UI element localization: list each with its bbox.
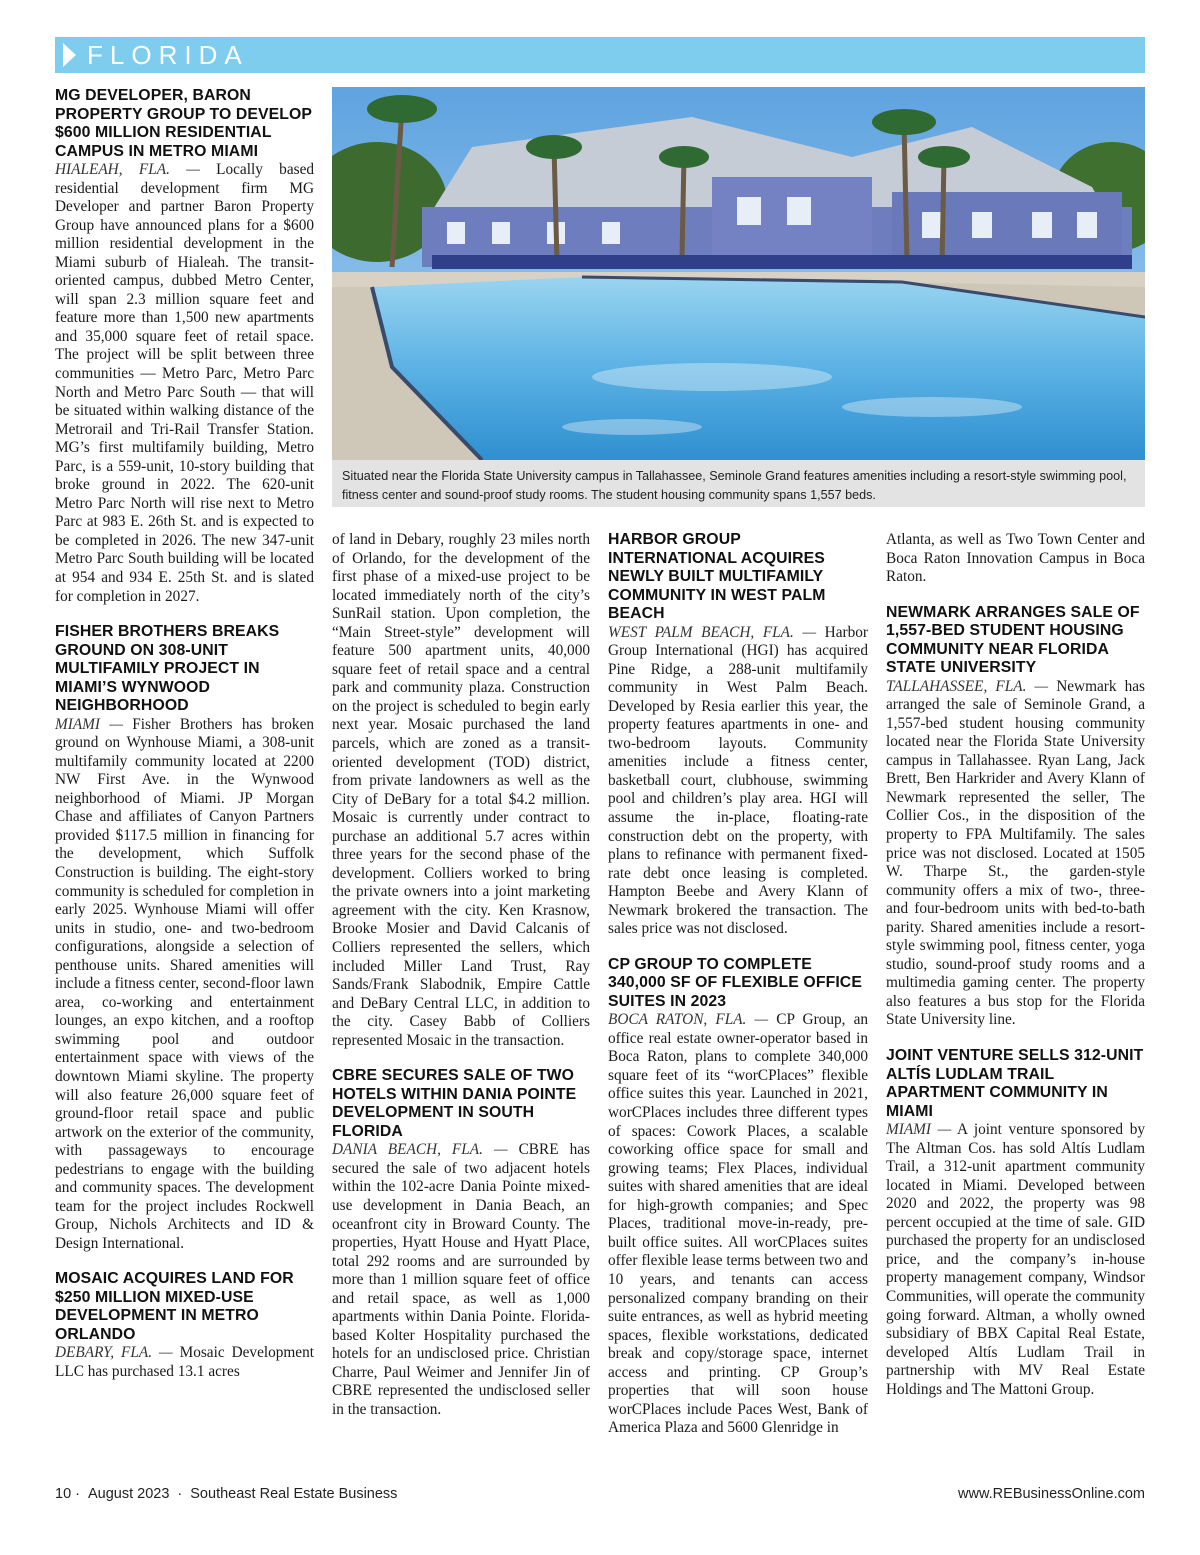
article-headline: CP GROUP TO COMPLETE 340,000 SF OF FLEXIBLE OFFICE SUITES IN 2023 [608,955,862,1010]
pool-photo [332,87,1145,460]
article-headline: FISHER BROTHERS BREAKS GROUND ON 308-UNIT MULTIFAMILY PROJECT IN MIAMI’S WYNWOOD NEIGHBORHOOD [55,623,280,715]
body-text: A joint venture sponsored by The Altman Cos. has sold Altís Ludlam Trail, a 312-unit apartment community located in Miami. Developed between 2020 and 2022, the property was 98 percent occupied at the time of sale. GID purchased the property for an undisclosed price, and the company’s in-house property management company, Windsor Communities, will operate the community going forward. Altman, a wholly owned subsidiary of BBX Capital Real Estate, developed Altís Ludlam Trail in partnership with MV Real Estate Holdings and The Mattoni Group. [886,1121,1145,1398]
page-footer-left: 10 · August 2023 · Southeast Real Estate Business [55,1486,398,1502]
body-text: Fisher Brothers has broken ground on Wynhouse Miami, a 308-unit multifamily community located at 2200 NW First Ave. in the Wynwood neighborhood of Miami. JP Morgan Chase and affiliates of Canyon Partners provided $117.5 million in financing for the development, which Suffolk Construction is building. The eight-story community is scheduled for completion in early 2025. Wynhouse Miami will offer units in studio, one- and two-bedroom configurations, alongside a selection of penthouse units. Shared amenities will include a fitness center, second-floor lawn area, co-working and entertainment lounges, an expo kitchen, and a rooftop swimming pool and outdoor entertainment space with views of the downtown Miami skyline. The property will also feature 26,000 square feet of ground-floor retail space and public artwork on the exterior of the community, with passageways to encourage pedestrians to engage with the building and community spaces. The development team for the project includes Rockwell Group, Nichols Architects and ID & Design International. [55,715,315,1252]
article-headline: CBRE SECURES SALE OF TWO HOTELS WITHIN DANIA POINTE DEVELOPMENT IN SOUTH FLORIDA [332,1067,577,1140]
article-body [332,1141,590,1419]
article-headline: JOINT VENTURE SELLS 312-UNIT ALTÍS LUDLAM TRAIL APARTMENT COMMUNITY IN MIAMI [886,1047,1144,1120]
website-link[interactable]: www.REBusinessOnline.com [958,1486,1145,1502]
issue-date: August 2023 [87,1486,170,1502]
article-headline: MG DEVELOPER, BARON PROPERTY GROUP TO DEVELOP $600 MILLION RESIDENTIAL CAMPUS IN METRO MIAMI [55,87,312,160]
dateline: TALLAHASSEE, FLA. — [886,677,1049,695]
article-headline: HARBOR GROUP INTERNATIONAL ACQUIRES NEWLY BUILT MULTIFAMILY COMMUNITY IN WEST PALM BEACH [608,531,826,622]
body-text: Harbor Group International (HGI) has acquired Pine Ridge, a 288-unit multifamily community in West Palm Beach. Developed by Resia earlier this year, the property features apartments in one- and two-bedroom layouts. Community amenities include a fitness center, basketball court, clubhouse, swimming pool and children’s play area. HGI will assume the in-place, floating-rate construction debt on the property, with plans to refinance with permanent fixed-rate debt once leasing is completed. Hampton Beebe and Avery Klann of Newmark brokered the transaction. The sales price was not disclosed. [608,623,868,938]
body-text: Locally based residential development firm MG Developer and partner Baron Property Group have announced plans for a $600 million residential development in the Miami suburb of Hialeah. The transit-oriented campus, dubbed Metro Center, will span 2.3 million square feet and feature more than 1,500 new apartments and 35,000 square feet of retail space. The project will be split between three communities — Metro Parc, Metro Parc North and Metro Parc South — that will be situated within walking distance of the Metrorail and Tri-Rail Transfer Station. MG’s first multifamily building, Metro Parc, is a 559-unit, 10-story building that broke ground in 2022. The 620-unit Metro Parc North will rise next to Metro Parc at 983 E. 26th St. and is expected to be completed in 2026. The new 347-unit Metro Parc South building will be located at 954 and 934 E. 25th St. and is slated for completion in 2027. [55,161,315,605]
column-2 [332,531,590,1420]
column-4 [886,531,1145,1399]
body-text: CP Group, an office real estate owner-operator based in Boca Raton, plans to complete 340,000 square feet of its “worCPlaces” flexible office suites this year. Launched in 2021, worCPlaces includes three different types of spaces: Cowork Places, a scalable coworking office space for small and growing teams; Flex Places, individual suites with shared amenities that are ideal for high-growth companies; and Spec Places, traditional move-in-ready, pre-built office suites. All worCPlaces suites offer flexible lease terms between two and 10 years, and tenants can access personalized company branding on their suite entrances, as well as hybrid meeting spaces, flexible workstations, dedicated break and copy/storage space, internet access and printing. CP Group’s properties that will soon house worCPlaces include Paces West, Bank of America Plaza and 5600 Glenridge in [608,1011,869,1437]
article-headline: NEWMARK ARRANGES SALE OF 1,557-BED STUDENT HOUSING COMMUNITY NEAR FLORIDA STATE UNIVERSITY [886,603,1140,677]
body-text: Newmark has arranged the sale of Seminole Grand, a 1,557-bed student housing community located near the Florida State University campus in Tallahassee. Ryan Lang, Jack Brett, Ben Harkrider and Avery Klann of Newmark represented the seller, The Collier Cos., in the disposition of the property to FPA Multifamily. The sales price was not disclosed. Located at 1505 W. Tharpe St., the garden-style community offers a mix of two-, three- and four-bedroom units with bed-to-bath parity. Shared amenities include a resort-style swimming pool, fitness center, yoga studio, sound-proof study rooms and a multimedia gaming center. The property also features a bus stop for the Florida State University line. [886,677,1146,1029]
article-body [886,678,1145,1030]
dateline: HIALEAH, FLA. — [55,161,200,178]
dateline: DANIA BEACH, FLA. — [332,1141,508,1159]
article-body [608,624,868,939]
article-body [608,1011,868,1438]
column-3 [608,531,868,1438]
article-headline: MOSAIC ACQUIRES LAND FOR $250 MILLION MIXED-USE DEVELOPMENT IN METRO ORLANDO [55,1270,294,1343]
dateline: BOCA RATON, FLA. — [608,1011,769,1029]
publication-name: Southeast Real Estate Business [190,1486,398,1502]
article-body-continued: Atlanta, as well as Two Town Center and Boca Raton Innovation Campus in Boca Raton. [886,531,1145,586]
section-label: FLORIDA [87,40,249,70]
dateline: MIAMI — [886,1121,952,1139]
triangle-arrow-icon [63,43,76,67]
photo-caption: Situated near the Florida State University campus in Tallahassee, Seminole Grand features amenities including a resort-style swimming pool, fitness center and sound-proof study rooms. The student housing community spans 1,557 beds. [332,460,1145,507]
article-body [55,161,314,606]
page-number: 10 [55,1486,72,1502]
column-1 [55,87,314,1382]
pool-illustration [332,87,1145,460]
dateline: MIAMI — [55,715,123,733]
dateline: WEST PALM BEACH, FLA. — [608,623,817,641]
article-body [55,716,314,1254]
body-text: Mosaic Development LLC has purchased 13.1 acres [55,1344,314,1381]
dateline: DEBARY, FLA. — [55,1344,173,1362]
article-body-continued: of land in Debary, roughly 23 miles north of Orlando, for the development of the first phase of a mixed-use project to be located immediately north of the city’s SunRail station. Upon completion, the “Main Street-style” development will feature 500 apartment units, 40,000 square feet of retail space and a central park and community plaza. Construction on the project is scheduled to begin early next year. Mosaic purchased the land parcels, which are zoned as a transit-oriented development (TOD) district, from private landowners as well as the City of DeBary for a total $4.2 million. Mosaic is currently under contract to purchase an additional 5.7 acres within three years for the second phase of the development. Colliers worked to bring the private owners into a joint marketing agreement with the city. Ken Krasnow, Brooke Mosier and David Calcanis of Colliers represented the sellers, which included Miller Land Trust, Ray Sands/Frank Slabodnik, Empire Cattle and DeBary Central LLC, in addition to the city. Casey Babb of Colliers represented Mosaic in the transaction. [332,531,590,1049]
section-banner [55,37,1145,73]
body-text: CBRE has secured the sale of two adjacent hotels within the 102-acre Dania Pointe mixed-use development in Dania Beach, an oceanfront city in Broward County. The properties, Hyatt House and Hyatt Place, total 292 rooms and are surrounded by more than 1 million square feet of office and retail space, as well as 1,000 apartments within Dania Pointe. Florida-based Kolter Hospitality purchased the hotels for an undisclosed price. Christian Charre, Paul Weimer and Jennifer Jin of CBRE represented the undisclosed seller in the transaction. [332,1141,590,1418]
article-body [55,1344,314,1381]
article-body [886,1121,1145,1399]
